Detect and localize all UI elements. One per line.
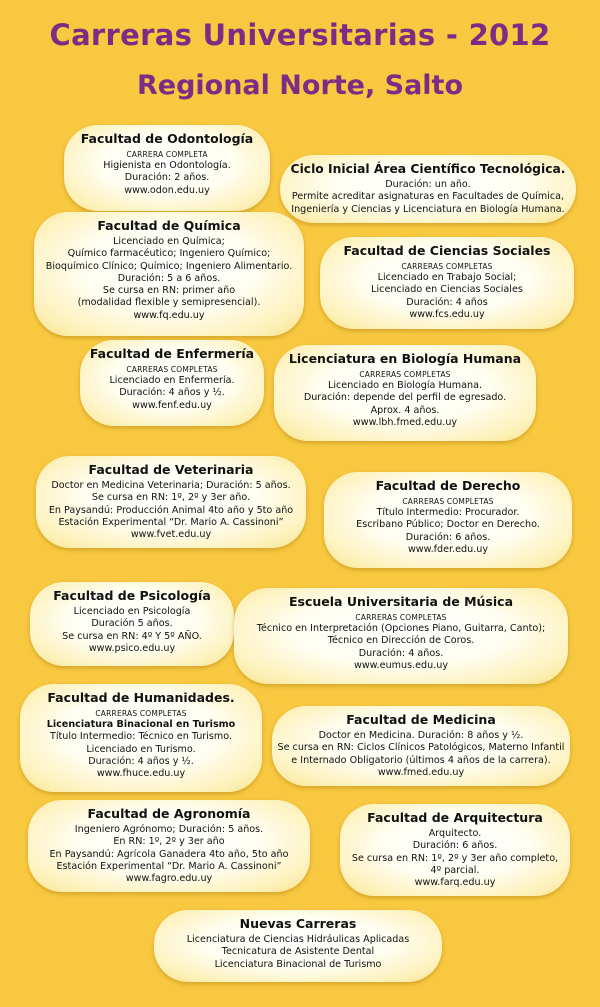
card-subtitle: CARRERAS COMPLETAS bbox=[355, 613, 447, 622]
card-humanidades bbox=[20, 684, 262, 792]
card-title: Facultad de Humanidades. bbox=[47, 690, 235, 705]
card-enfermeria bbox=[80, 340, 264, 426]
card-title: Facultad de Enfermería bbox=[89, 346, 255, 361]
card-line: Título Intermedio: Técnico en Turismo. bbox=[49, 731, 233, 743]
card-subtitle: CARRERAS COMPLETAS bbox=[402, 497, 494, 506]
card-line: Estación Experimental “Dr. Mario A. Cassinoni” bbox=[58, 516, 284, 528]
card-quimica bbox=[34, 212, 304, 336]
card-line[interactable]: www.fvet.edu.uy bbox=[130, 529, 212, 541]
card-veterinaria bbox=[36, 456, 306, 548]
card-line: Duración: 4 años y ½. bbox=[119, 387, 225, 399]
card-line[interactable]: www.odon.edu.uy bbox=[124, 184, 210, 196]
card-subtitle: CARRERAS COMPLETAS bbox=[126, 365, 218, 374]
card-title: Nuevas Carreras bbox=[239, 916, 357, 931]
card-subtitle: CARRERA COMPLETA bbox=[126, 150, 208, 159]
card-line: Se cursa en RN: 1º, 2º y 3er año completo, bbox=[351, 852, 559, 864]
card-line: Químico farmacéutico; Ingeniero Químico; bbox=[67, 248, 271, 260]
card-line[interactable]: www.eumus.edu.uy bbox=[353, 659, 449, 671]
card-line: Permite acreditar asignaturas en Facultades de Química, bbox=[291, 191, 565, 203]
card-title: Facultad de Veterinaria bbox=[88, 462, 254, 477]
card-line: Duración: un año. bbox=[385, 179, 471, 190]
card-line: Licenciatura Binacional de Turismo bbox=[214, 958, 382, 970]
card-line: Tecnicatura de Asistente Dental bbox=[221, 946, 375, 958]
card-ciencias-sociales bbox=[320, 237, 574, 329]
card-line[interactable]: www.fhuce.edu.uy bbox=[96, 768, 186, 780]
card-line: Duración: 4 años bbox=[406, 296, 488, 308]
card-title: Facultad de Derecho bbox=[375, 478, 521, 493]
card-musica bbox=[234, 588, 568, 684]
card-line: Licenciado en Ciencias Sociales bbox=[371, 284, 523, 296]
card-line: Título Intermedio: Procurador. bbox=[376, 507, 520, 518]
card-biologia-humana bbox=[274, 345, 536, 441]
card-line[interactable]: www.fcs.edu.uy bbox=[409, 308, 485, 320]
card-line: Licenciado en Química; bbox=[113, 236, 225, 247]
card-line: e Internado Obligatorio (últimos 4 años de la carrera). bbox=[291, 754, 551, 766]
card-psicologia bbox=[30, 582, 234, 666]
card-line: Ingeniería y Ciencias y Licenciatura en Biología Humana. bbox=[291, 203, 565, 215]
card-line: Licenciado en Trabajo Social; bbox=[377, 272, 517, 283]
card-line: Doctor en Medicina Veterinaria; Duración: 5 años. bbox=[51, 480, 291, 491]
card-line[interactable]: www.fenf.edu.uy bbox=[132, 399, 212, 411]
card-line: Licenciatura de Ciencias Hidráulicas Aplicadas bbox=[186, 934, 410, 945]
card-line[interactable]: www.fmed.edu.uy bbox=[377, 766, 465, 778]
card-line: Licenciado en Biología Humana. bbox=[328, 380, 482, 391]
card-derecho bbox=[324, 472, 572, 568]
card-subtitle: CARRERAS COMPLETAS bbox=[401, 262, 493, 271]
card-arquitectura bbox=[340, 804, 570, 896]
card-line[interactable]: www.fder.edu.uy bbox=[407, 543, 489, 555]
card-line: 4º parcial. bbox=[430, 864, 480, 876]
card-line: Duración 5 años. bbox=[91, 618, 173, 630]
card-line: Escribano Público; Doctor en Derecho. bbox=[356, 519, 540, 531]
card-line: Duración: 4 años. bbox=[358, 647, 444, 659]
card-title: Escuela Universitaria de Música bbox=[288, 594, 514, 609]
card-odontologia bbox=[64, 125, 270, 211]
card-line: Higienista en Odontología. bbox=[103, 160, 231, 171]
card-line: Ingeniero Agrónomo; Duración: 5 años. bbox=[74, 824, 264, 835]
card-line: Duración: 5 a 6 años. bbox=[117, 272, 221, 284]
card-line: Duración: 2 años. bbox=[124, 172, 210, 184]
card-line: Técnico en Dirección de Coros. bbox=[327, 635, 475, 647]
card-line: Se cursa en RN: 1º, 2º y 3er año. bbox=[91, 492, 251, 504]
card-ciclo-inicial bbox=[280, 155, 576, 223]
card-subtitle: CARRERAS COMPLETAS bbox=[95, 709, 187, 718]
card-line[interactable]: www.psico.edu.uy bbox=[88, 642, 176, 654]
card-title: Facultad de Química bbox=[97, 218, 241, 233]
card-title: Facultad de Psicología bbox=[53, 588, 211, 603]
card-title: Facultad de Odontología bbox=[80, 131, 254, 146]
card-agronomia bbox=[28, 800, 310, 892]
card-line: Duración: 6 años. bbox=[412, 840, 498, 852]
card-line[interactable]: www.farq.edu.uy bbox=[414, 877, 496, 889]
card-line: En RN: 1º, 2º y 3er año bbox=[113, 836, 225, 848]
card-title: Facultad de Ciencias Sociales bbox=[343, 243, 551, 258]
card-nuevas-carreras bbox=[154, 910, 442, 982]
card-line: Duración: depende del perfil de egresado. bbox=[303, 392, 507, 404]
card-line[interactable]: www.fagro.edu.uy bbox=[125, 873, 213, 885]
card-title: Facultad de Medicina bbox=[346, 712, 496, 727]
card-title: Facultad de Agronomía bbox=[87, 806, 251, 821]
card-line: Licenciado en Psicología bbox=[73, 606, 191, 617]
card-title: Ciclo Inicial Área Científico Tecnológica. bbox=[290, 162, 566, 176]
card-medicina bbox=[272, 706, 570, 786]
card-subtitle: CARRERAS COMPLETAS bbox=[359, 370, 451, 379]
card-line: Se cursa en RN: primer año bbox=[102, 285, 236, 297]
card-title: Facultad de Arquitectura bbox=[367, 810, 543, 825]
card-line: En Paysandú: Agrícola Ganadera 4to año, 5to año bbox=[49, 848, 289, 860]
card-line: Licenciado en Turismo. bbox=[86, 743, 196, 755]
card-line: Se cursa en RN: Ciclos Clínicos Patológicos, Materno Infantil bbox=[277, 742, 565, 754]
card-line: Duración: 4 años y ½. bbox=[88, 755, 194, 767]
card-line: Licenciado en Enfermería. bbox=[109, 375, 235, 386]
card-title: Licenciatura en Biología Humana bbox=[288, 351, 522, 366]
card-line: Duración: 6 años. bbox=[405, 531, 491, 543]
card-line: En Paysandú: Producción Animal 4to año y 5to año bbox=[48, 504, 294, 516]
card-line: Estación Experimental “Dr. Mario A. Cassinoni” bbox=[56, 860, 282, 872]
page-subtitle: Regional Norte, Salto bbox=[136, 70, 464, 101]
card-line[interactable]: www.fq.edu.uy bbox=[133, 309, 205, 321]
card-line: Arquitecto. bbox=[428, 828, 482, 839]
card-line-bold: Licenciatura Binacional en Turismo bbox=[46, 719, 236, 730]
card-line[interactable]: www.lbh.fmed.edu.uy bbox=[352, 416, 458, 428]
card-line: (modalidad flexible y semipresencial). bbox=[77, 297, 261, 309]
card-line: Técnico en Interpretación (Opciones Piano, Guitarra, Canto); bbox=[256, 623, 546, 634]
page-title: Carreras Universitarias - 2012 bbox=[49, 18, 551, 52]
card-line: Se cursa en RN: 4º Y 5º AÑO. bbox=[62, 630, 202, 642]
card-line: Bioquímico Clínico; Químico; Ingeniero Alimentario. bbox=[45, 260, 293, 272]
card-line: Aprox. 4 años. bbox=[370, 404, 440, 416]
card-line: Doctor en Medicina. Duración: 8 años y ½. bbox=[318, 730, 524, 741]
